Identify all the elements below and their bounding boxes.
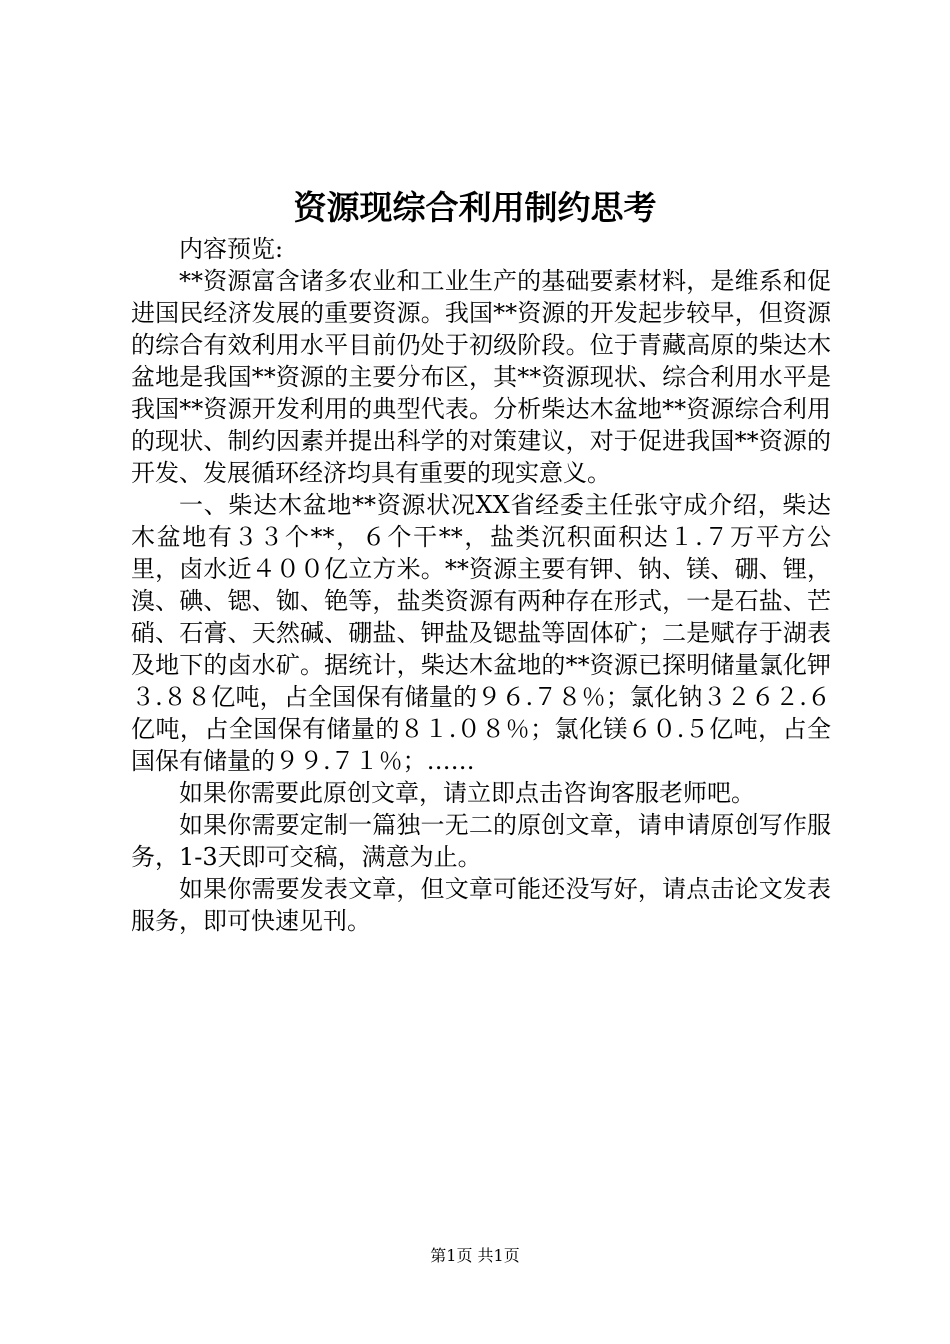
paragraph-publish-link[interactable]: 如果你需要发表文章，但文章可能还没写好，请点击论文发表服务，即可快速见刊。 <box>131 875 831 935</box>
paragraph-custom-writing-link[interactable]: 如果你需要定制一篇独一无二的原创文章，请申请原创写作服务，1-3天即可交稿，满意为止。 <box>131 811 831 871</box>
paragraph-consult-link[interactable]: 如果你需要此原创文章，请立即点击咨询客服老师吧。 <box>179 779 755 807</box>
page-footer: 第1页 共1页 <box>430 1246 520 1265</box>
paragraph-intro: **资源富含诸多农业和工业生产的基础要素材料，是维系和促进国民经济发展的重要资源。我国**资源的开发起步较早，但资源的综合有效利用水平目前仍处于初级阶段。位于青藏高原的柴达木盆地是我国**资源的主要分布区，其**资源现状、综合利用水平是我国**资源开发利用的典型代表。分析柴达木盆地**资源综合利用的现状、制约因素并提出科学的对策建议，对于促进我国**资源的开发、发展循环经济均具有重要的现实意义。 <box>131 267 831 487</box>
preview-label: 内容预览: <box>179 235 284 263</box>
document-body <box>131 233 831 937</box>
document-title: 资源现综合利用制约思考 <box>293 188 657 227</box>
paragraph-resource-status: 一、柴达木盆地**资源状况XX省经委主任张守成介绍，柴达木盆地有３３个**，６个干**，盐类沉积面积达１.７万平方公里，卤水近４００亿立方米。**资源主要有钾、钠、镁、硼、锂，溴、碘、锶、铷、铯等，盐类资源有两种存在形式，一是石盐、芒硝、石膏、天然碱、硼盐、钾盐及锶盐等固体矿；二是赋存于湖表及地下的卤水矿。据统计，柴达木盆地的**资源已探明储量氯化钾３.８８亿吨，占全国保有储量的９６.７８％；氯化钠３２６２.６亿吨，占全国保有储量的８１.０８％；氯化镁６０.５亿吨，占全国保有储量的９９.７１％；…… <box>131 491 831 775</box>
